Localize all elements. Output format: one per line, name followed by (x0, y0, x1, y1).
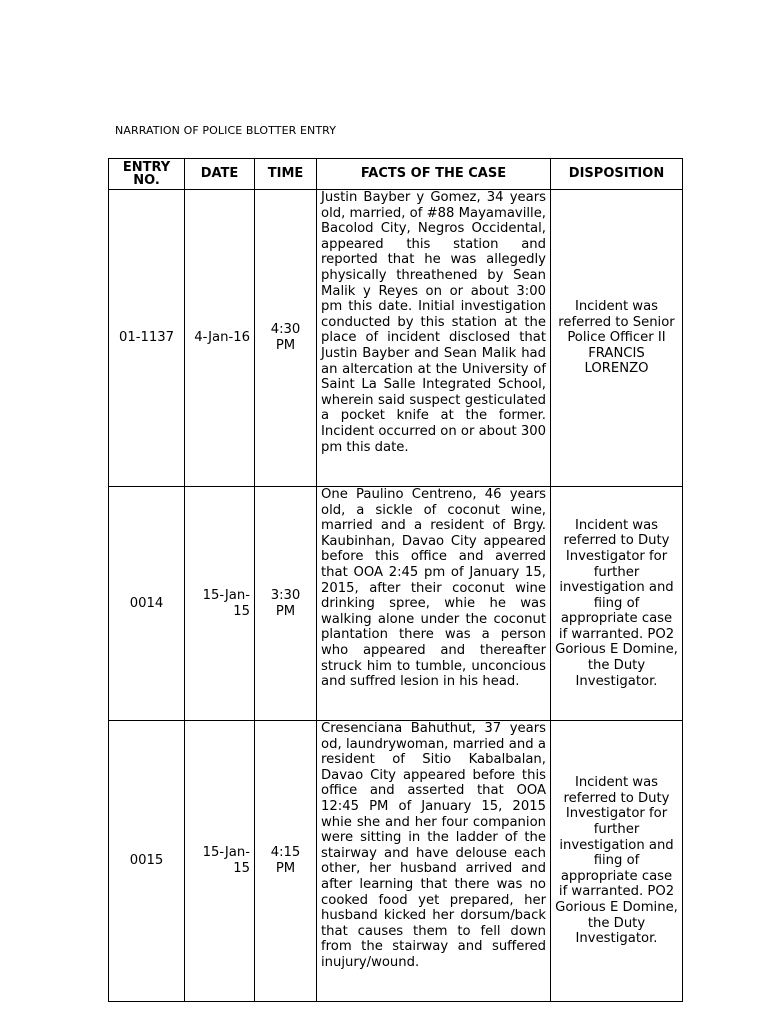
table-row (109, 487, 683, 721)
facts-cell: Cresenciana Bahuthut, 37 years od, laundrywoman, married and a resident of Sitio Kabalbalan, Davao City appeared before this office and asserted that OOA 12:45 PM of January 15, 2015 whie she and her four companion were sitting in the ladder of the stairway and have delouse each other, her husband arrived and after learning that there was no cooked food yet prepared, her husband kicked her dorsum/back that causes them to fell down from the stairway and suffered inujury/wound. (317, 721, 551, 1002)
date-cell: 4-Jan-16 (185, 190, 255, 487)
entry-no-cell: 0015 (109, 721, 185, 1002)
table-row (109, 190, 683, 487)
disposition-cell: Incident was referred to Senior Police Officer II FRANCIS LORENZO (551, 190, 683, 487)
document-title: NARRATION OF POLICE BLOTTER ENTRY (115, 124, 337, 137)
entry-no-cell: 0014 (109, 487, 185, 721)
date-cell: 15-Jan-15 (185, 487, 255, 721)
header-time: TIME (255, 159, 317, 190)
header-disposition: DISPOSITION (551, 159, 683, 190)
police-blotter-table (108, 158, 683, 1002)
facts-cell: One Paulino Centreno, 46 years old, a sickle of coconut wine, married and a resident of Brgy. Kaubinhan, Davao City appeared before this office and averred that OOA 2:45 pm of January 15, 2015, after their coconut wine drinking spree, whie he was walking alone under the coconut plantation there was a person who appeared and thereafter struck him to tumble, unconcious and suffred lesion in his head. (317, 487, 551, 721)
time-cell: 4:30 PM (255, 190, 317, 487)
time-cell: 4:15 PM (255, 721, 317, 1002)
disposition-cell: Incident was referred to Duty Investigator for further investigation and fiing of appropriate case if warranted. PO2 Gorious E Domine, the Duty Investigator. (551, 721, 683, 1002)
header-facts: FACTS OF THE CASE (317, 159, 551, 190)
entry-no-cell: 01-1137 (109, 190, 185, 487)
table-header-row (109, 159, 683, 190)
table-row (109, 721, 683, 1002)
facts-cell: Justin Bayber y Gomez, 34 years old, married, of #88 Mayamaville, Bacolod City, Negros Occidental, appeared this station and reported that he was allegedly physically threathened by Sean Malik y Reyes on or about 3:00 pm this date. Initial investigation conducted by this station at the place of incident disclosed that Justin Bayber and Sean Malik had an altercation at the University of Saint La Salle Integrated School, wherein said suspect gesticulated a pocket knife at the former. Incident occurred on or about 300 pm this date. (317, 190, 551, 487)
disposition-cell: Incident was referred to Duty Investigator for further investigation and fiing of appropriate case if warranted. PO2 Gorious E Domine, the Duty Investigator. (551, 487, 683, 721)
header-entry-no: ENTRY NO. (109, 159, 185, 190)
time-cell: 3:30 PM (255, 487, 317, 721)
date-cell: 15-Jan-15 (185, 721, 255, 1002)
header-date: DATE (185, 159, 255, 190)
